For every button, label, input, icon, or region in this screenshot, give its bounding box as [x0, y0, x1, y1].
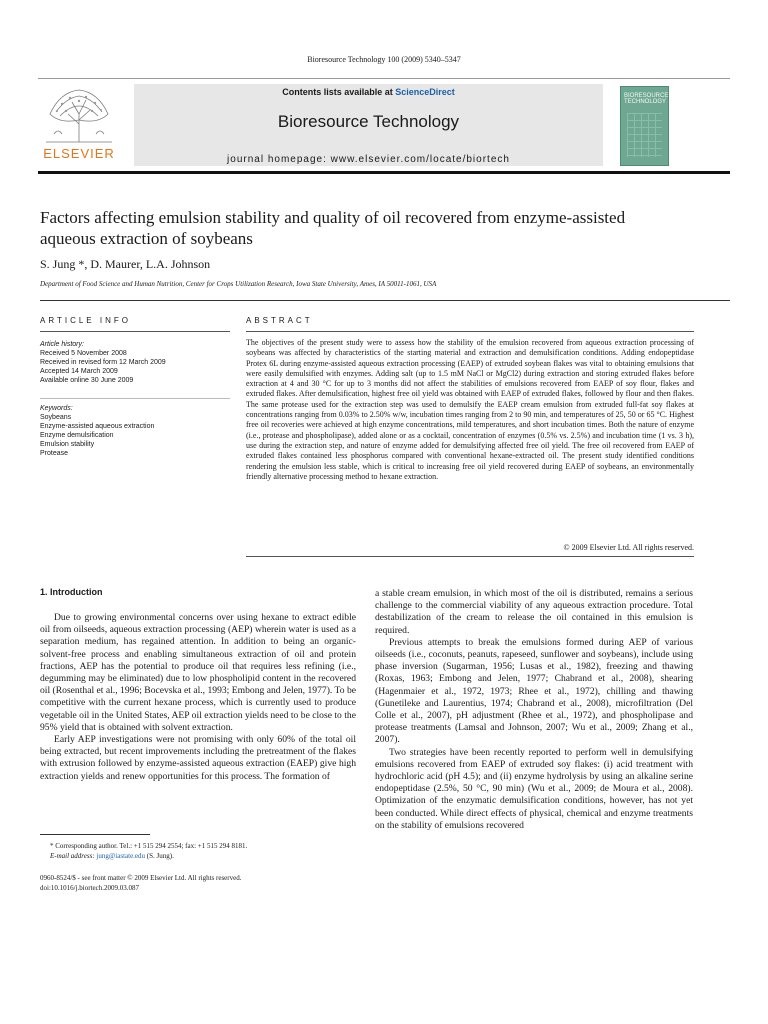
abstract-copyright: © 2009 Elsevier Ltd. All rights reserved. [563, 543, 694, 552]
body-column-right [375, 588, 693, 832]
history-item: Accepted 14 March 2009 [40, 368, 118, 375]
keywords-separator [40, 398, 230, 399]
abstract-body: The objectives of the present study were to assess how the stability of the emulsion recovered from aqueous extraction processing of soybeans was affected by characteristics of the starting material and extraction and demulsification conditions. Adding endopeptidase Protex 6L during enzyme-assisted aqueous extraction processing (EAEP) of extruded soybean flakes was vital to obtaining emulsions that were easily demulsified with enzymes. Adding salt (up to 1.5 mM NaCl or MgCl2) during extraction and storing extruded flakes before extraction at 4 and 30 °C for up to 3 months did not affect the stabilities of emulsions recovered from EAEP of soy flour, flakes and extruded flakes. After demulsification, highest free oil yield was obtained with EAEP of extruded flakes, followed by flour and then flakes. The same protease used for the extraction step was used to demulsify the EAEP cream emulsion from extruded full-fat soy flakes at concentrations ranging from 0.03% to 2.50% w/w, incubation times ranging from 2 to 90 min, and temperatures of 25, 50 or 65 °C. Highest free oil recoveries were achieved at high enzyme concentrations, mild temperatures, and short incubation times. Both the nature of enzyme (i.e., protease and phospholipase), added alone or as a cocktail, concentration of enzymes (0.5% vs. 2.5%) and incubation time (1 vs. 3 h), use during the extraction step, and nature of enzyme added for demulsifying affected free oil yield. The free oil recovered from EAEP of extruded flakes contained less phosphorus compared with conventional hexane-extracted oil. The present study identified conditions rendering the emulsion less stable, which is critical to increasing free oil yield recovered during EAEP of soybeans, an environmentally friendly alternative processing method to hexane extraction. [246, 338, 694, 481]
header-bottom-rule [38, 171, 730, 174]
keyword-item: Protease [40, 450, 69, 457]
abstract-rule [246, 331, 694, 332]
cover-pattern [627, 113, 662, 157]
journal-cover-thumbnail[interactable] [620, 86, 669, 166]
keyword-item: Soybeans [40, 414, 72, 421]
history-label: Article history: [40, 341, 84, 348]
history-item: Received in revised form 12 March 2009 [40, 359, 166, 366]
front-matter-info [40, 873, 241, 893]
elsevier-logo[interactable] [38, 84, 120, 166]
paragraph: Early AEP investigations were not promising with only 60% of the total oil being extracted, but recent improvements including the pretreatment of the flakes with extrusion followed by enzyme-assisted aqueous extraction (EAEP) give high extraction yields and renew opportunities for this process. The formation of [40, 734, 356, 782]
contents-line [134, 87, 603, 97]
publisher-name: ELSEVIER [43, 146, 115, 161]
article-title: Factors affecting emulsion stability and quality of oil recovered from enzyme-assisted aqueous extraction of soybeans [40, 208, 626, 248]
paragraph: Previous attempts to break the emulsions formed during AEP of various oilseeds (i.e., coconuts, peanuts, rapeseed, sunflower and soybeans), include using phase inversion (Sugarman, 1956; Lusas et al., 1982), freezing and thawing (Roxas, 1963; Embong and Jelen, 1977; Chabrand et al., 2008), shearing (Hagenmaier et al., 1972, 1973; Rhee et al., 1972), chilling and thawing (Gunetileke and Laurentius, 1974; Chabrand et al., 2008), microfiltration (Del Colle et al., 2007), pH adjustment (Rhee et al., 1972), and phospholipase and protease treatments (Lamsal and Johnson, 2007; Wu et al., 2009; Zhang et al., 2007). [375, 636, 693, 746]
sciencedirect-link[interactable]: ScienceDirect [395, 87, 455, 97]
title-separator [40, 300, 730, 301]
history-item: Received 5 November 2008 [40, 350, 127, 357]
keywords-label: Keywords: [40, 405, 73, 412]
keyword-item: Enzyme demulsification [40, 432, 114, 439]
keyword-item: Enzyme-assisted aqueous extraction [40, 423, 155, 430]
journal-banner [134, 84, 603, 166]
contents-prefix: Contents lists available at [282, 87, 396, 97]
email-line [50, 851, 247, 861]
elsevier-tree-icon [40, 84, 118, 144]
author-list: S. Jung *, D. Maurer, L.A. Johnson [40, 257, 211, 271]
front-matter-line: 0960-8524/$ - see front matter © 2009 Elsevier Ltd. All rights reserved. [40, 874, 242, 882]
abstract-bottom-rule [246, 556, 694, 557]
section-heading-introduction: 1. Introduction [40, 587, 103, 597]
paragraph: a stable cream emulsion, in which most of the oil is distributed, remains a serious challenge to the commercial viability of any aqueous extraction procedure. Total destabilization of the cream to release the oil contained in this emulsion is required. [375, 588, 693, 636]
paragraph: Due to growing environmental concerns over using hexane to extract edible oil from oilseeds, aqueous extraction processing (AEP) wherein water is used as a separation medium, has regained attention. In addition to being an organic-solvent-free process and enabling simultaneous extraction of oil and protein fractions, AEP has the potential to produce oil that requires less refining (i.e., degumming may be eliminated) due to low phospholipid content in the recovered oil (Rosenthal et al., 1996; Bocevska et al., 1993; Embong and Jelen, 1977). To be competitive with the current hexane process, which is currently used to produce vegetable oil in the United States, AEP oil extraction yields need to be close to the 95% yield that is obtained with solvent extraction. [40, 612, 356, 733]
article-info-heading: ARTICLE INFO [40, 316, 131, 325]
doi-link[interactable]: doi:10.1016/j.biortech.2009.03.087 [40, 884, 139, 892]
footnote-rule [40, 834, 150, 835]
abstract-heading: ABSTRACT [246, 316, 313, 325]
article-history [40, 340, 230, 385]
email-link[interactable]: jung@iastate.edu [96, 852, 146, 860]
history-item: Available online 30 June 2009 [40, 377, 134, 384]
paragraph: Two strategies have been recently reported to perform well in demulsifying emulsions recovered from EAEP of extruded soy flakes: (i) acid treatment with hydrochloric acid (pH 4.5); and (ii) enzyme hydrolysis by using an alkaline serine endopeptidase (2.5%, 50 °C, 90 min) (Wu et al., 2009; de Moura et al., 2008). Optimization of the enzymatic demulsification conditions, however, has not yet been conducted. While direct effects of physical, chemical and enzyme treatments on the stability of emulsions recovered [375, 746, 693, 831]
cover-title: BIORESOURCE TECHNOLOGY [624, 93, 669, 105]
email-suffix: (S. Jung). [146, 852, 174, 860]
journal-title: Bioresource Technology [277, 112, 460, 131]
corresponding-author-note: * Corresponding author. Tel.: +1 515 294 2554; fax: +1 515 294 8181. [50, 842, 248, 850]
journal-homepage-link[interactable]: journal homepage: www.elsevier.com/locate/biortech [227, 154, 510, 165]
email-label: E-mail address: [50, 852, 95, 860]
body-column-left [40, 612, 356, 783]
keywords [40, 404, 230, 458]
footnote [50, 841, 247, 861]
journal-reference: Bioresource Technology 100 (2009) 5340–5347 [307, 55, 461, 64]
keyword-item: Emulsion stability [40, 441, 95, 448]
article-info-rule [40, 331, 230, 332]
header-top-rule [38, 78, 730, 79]
affiliation: Department of Food Science and Human Nutrition, Center for Crops Utilization Research, Iowa State University, Ames, IA 50011-1061, USA [40, 280, 437, 288]
